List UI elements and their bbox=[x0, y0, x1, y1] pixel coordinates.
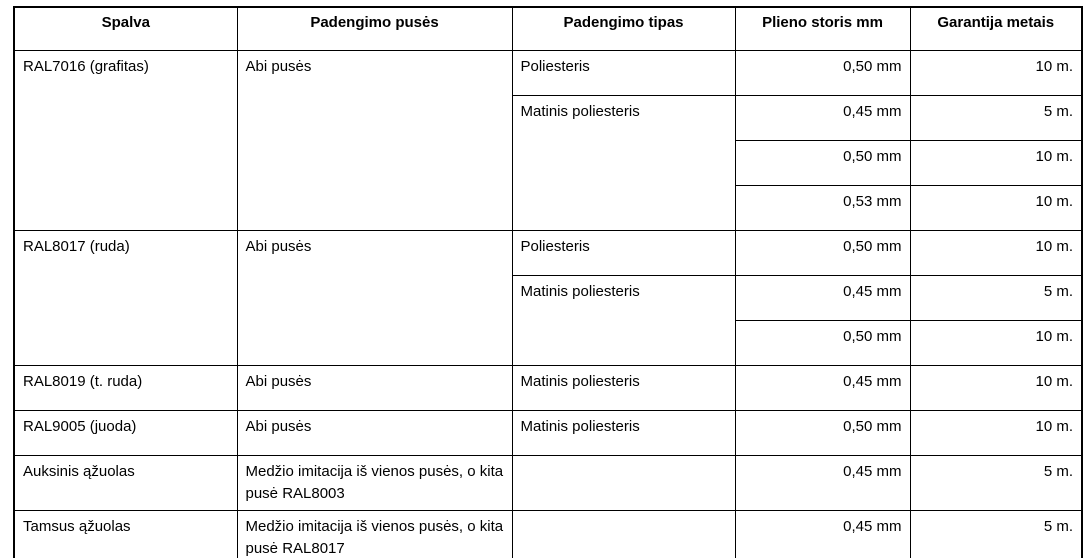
cell-plieno-storis: 0,50 mm bbox=[735, 140, 910, 185]
cell-padengimo-puses: Abi pusės bbox=[237, 365, 512, 410]
cell-plieno-storis: 0,50 mm bbox=[735, 50, 910, 95]
cell-garantija: 10 m. bbox=[910, 320, 1082, 365]
cell-plieno-storis: 0,50 mm bbox=[735, 410, 910, 455]
coating-specifications-table bbox=[13, 6, 1083, 558]
cell-garantija: 10 m. bbox=[910, 365, 1082, 410]
cell-padengimo-puses: Medžio imitacija iš vienos pusės, o kita pusė RAL8017 bbox=[237, 510, 512, 558]
cell-spalva: RAL8017 (ruda) bbox=[14, 230, 237, 365]
header-cell-padengimo-puses: Padengimo pusės bbox=[237, 7, 512, 50]
cell-plieno-storis: 0,45 mm bbox=[735, 510, 910, 558]
cell-spalva: Auksinis ąžuolas bbox=[14, 455, 237, 510]
header-cell-padengimo-tipas: Padengimo tipas bbox=[512, 7, 735, 50]
cell-padengimo-puses: Abi pusės bbox=[237, 410, 512, 455]
cell-padengimo-tipas bbox=[512, 455, 735, 510]
cell-padengimo-tipas: Matinis poliesteris bbox=[512, 365, 735, 410]
cell-spalva: RAL8019 (t. ruda) bbox=[14, 365, 237, 410]
table-row bbox=[14, 455, 1082, 510]
table-row bbox=[14, 50, 1082, 95]
cell-garantija: 5 m. bbox=[910, 275, 1082, 320]
cell-padengimo-tipas: Poliesteris bbox=[512, 50, 735, 95]
cell-plieno-storis: 0,45 mm bbox=[735, 365, 910, 410]
table-row bbox=[14, 510, 1082, 558]
cell-plieno-storis: 0,45 mm bbox=[735, 455, 910, 510]
cell-garantija: 10 m. bbox=[910, 185, 1082, 230]
cell-plieno-storis: 0,45 mm bbox=[735, 95, 910, 140]
cell-garantija: 10 m. bbox=[910, 410, 1082, 455]
cell-plieno-storis: 0,45 mm bbox=[735, 275, 910, 320]
cell-garantija: 5 m. bbox=[910, 455, 1082, 510]
cell-padengimo-puses: Medžio imitacija iš vienos pusės, o kita pusė RAL8003 bbox=[237, 455, 512, 510]
cell-padengimo-puses: Abi pusės bbox=[237, 50, 512, 230]
cell-garantija: 5 m. bbox=[910, 510, 1082, 558]
cell-plieno-storis: 0,50 mm bbox=[735, 320, 910, 365]
header-row bbox=[14, 7, 1082, 50]
cell-garantija: 10 m. bbox=[910, 230, 1082, 275]
cell-spalva: RAL7016 (grafitas) bbox=[14, 50, 237, 230]
table-row bbox=[14, 230, 1082, 275]
cell-padengimo-tipas: Poliesteris bbox=[512, 230, 735, 275]
cell-padengimo-tipas bbox=[512, 510, 735, 558]
cell-padengimo-tipas: Matinis poliesteris bbox=[512, 410, 735, 455]
cell-spalva: Tamsus ąžuolas bbox=[14, 510, 237, 558]
cell-spalva: RAL9005 (juoda) bbox=[14, 410, 237, 455]
header-cell-garantija: Garantija metais bbox=[910, 7, 1082, 50]
cell-padengimo-tipas: Matinis poliesteris bbox=[512, 95, 735, 230]
cell-padengimo-tipas: Matinis poliesteris bbox=[512, 275, 735, 365]
cell-garantija: 5 m. bbox=[910, 95, 1082, 140]
header-cell-plieno-storis: Plieno storis mm bbox=[735, 7, 910, 50]
cell-garantija: 10 m. bbox=[910, 50, 1082, 95]
cell-padengimo-puses: Abi pusės bbox=[237, 230, 512, 365]
cell-garantija: 10 m. bbox=[910, 140, 1082, 185]
table-row bbox=[14, 410, 1082, 455]
cell-plieno-storis: 0,53 mm bbox=[735, 185, 910, 230]
cell-plieno-storis: 0,50 mm bbox=[735, 230, 910, 275]
table-row bbox=[14, 365, 1082, 410]
header-cell-spalva: Spalva bbox=[14, 7, 237, 50]
